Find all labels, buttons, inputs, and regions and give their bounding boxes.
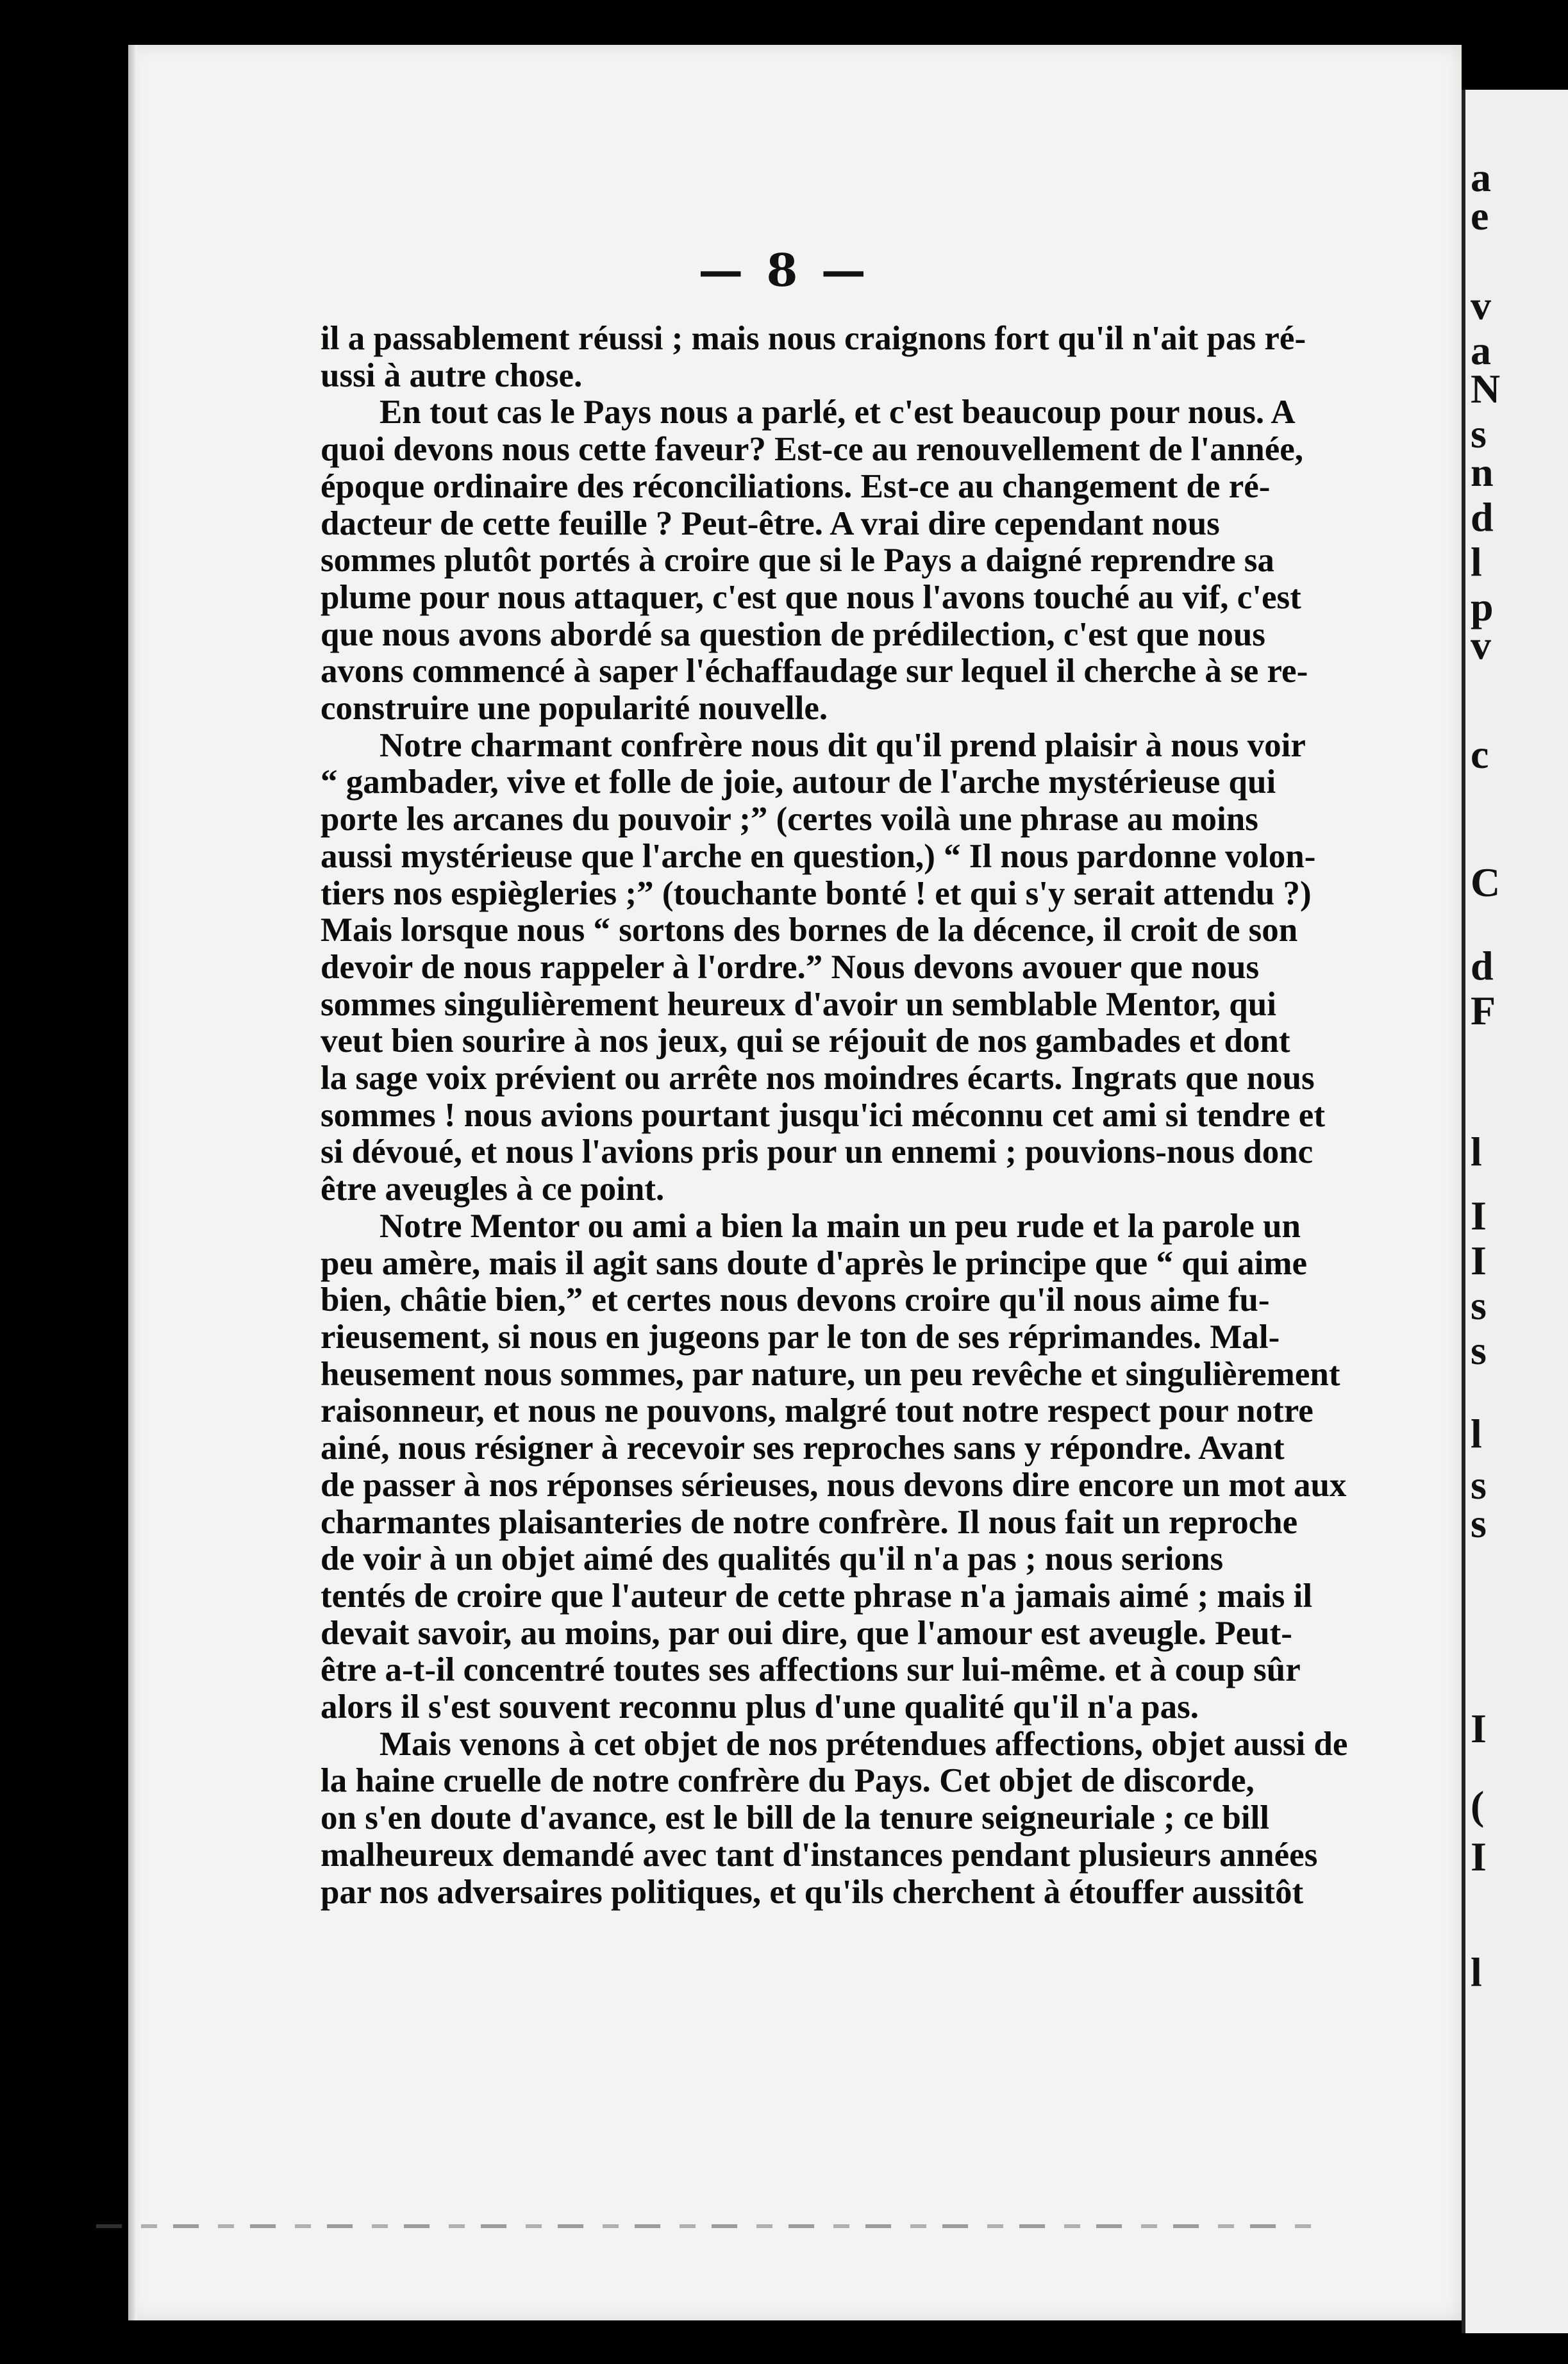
adjacent-fragment: ( [1471, 1783, 1485, 1828]
adjacent-fragment: d [1471, 943, 1494, 988]
text-line: bien, châtie bien,” et certes nous devons croire qu'il nous aime fu- [321, 1281, 1270, 1319]
adjacent-fragment: l [1471, 1949, 1482, 1995]
text-line: peu amère, mais il agit sans doute d'après le principe que “ qui aime [321, 1244, 1308, 1282]
text-line: charmantes plaisanteries de notre confrère. Il nous fait un reproche [321, 1503, 1298, 1541]
adjacent-fragment: e [1471, 193, 1489, 238]
text-line: par nos adversaires politiques, et qu'ils cherchent à étouffer aussitôt [321, 1873, 1304, 1911]
text-line: si dévoué, et nous l'avions pris pour un ennemi ; pouvions-nous donc [321, 1133, 1314, 1171]
text-line: veut bien sourire à nos jeux, qui se réjouit de nos gambades et dont [321, 1022, 1290, 1060]
adjacent-fragment: s [1471, 411, 1487, 456]
adjacent-fragment: v [1471, 283, 1491, 328]
adjacent-fragment: a [1471, 328, 1491, 373]
text-line: de voir à un objet aimé des qualités qu'il n'a pas ; nous serions [321, 1540, 1224, 1578]
adjacent-fragment: I [1471, 1834, 1487, 1879]
text-line: dacteur de cette feuille ? Peut-être. A vrai dire cependant nous [321, 504, 1220, 542]
text-line: rieusement, si nous en jugeons par le ton de ses réprimandes. Mal- [321, 1318, 1280, 1356]
text-line: être aveugles à ce point. [321, 1170, 665, 1208]
adjacent-fragment: p [1471, 584, 1494, 629]
text-line: sommes singulièrement heureux d'avoir un semblable Mentor, qui [321, 985, 1276, 1023]
text-line: heusement nous sommes, par nature, un peu revêche et singulièrement [321, 1355, 1340, 1393]
text-line: “ gambader, vive et folle de joie, autour de l'arche mystérieuse qui [321, 763, 1276, 801]
text-line: porte les arcanes du pouvoir ;” (certes voilà une phrase au moins [321, 801, 1258, 838]
text-line: Mais venons à cet objet de nos prétendues affections, objet aussi de [379, 1725, 1348, 1763]
adjacent-fragment: l [1471, 539, 1482, 585]
adjacent-fragment: c [1471, 731, 1489, 777]
text-line: construire une popularité nouvelle. [321, 690, 828, 728]
adjacent-fragment: s [1471, 1501, 1487, 1546]
page-number: — 8 — [698, 244, 870, 297]
text-line: sommes ! nous avions pourtant jusqu'ici méconnu cet ami si tendre et [321, 1096, 1325, 1134]
text-line: avons commencé à saper l'échaffaudage sur lequel il cherche à se re- [321, 653, 1308, 690]
adjacent-fragment: s [1471, 1462, 1487, 1508]
text-line: la haine cruelle de notre confrère du Pays. Cet objet de discorde, [321, 1762, 1255, 1800]
adjacent-fragment: I [1471, 1238, 1487, 1283]
text-line: quoi devons nous cette faveur? Est-ce au renouvellement de l'année, [321, 431, 1303, 469]
adjacent-fragment: s [1471, 1283, 1487, 1328]
text-line: il a passablement réussi ; mais nous craignons fort qu'il n'ait pas ré- [321, 320, 1306, 357]
adjacent-fragment: C [1471, 860, 1501, 905]
text-line: la sage voix prévient ou arrête nos moindres écarts. Ingrats que nous [321, 1060, 1315, 1097]
adjacent-fragment: a [1471, 154, 1491, 200]
body-text [321, 320, 1359, 1911]
text-line: on s'en doute d'avance, est le bill de la tenure seigneuriale ; ce bill [321, 1799, 1270, 1837]
adjacent-fragment: F [1471, 988, 1496, 1033]
text-line: de passer à nos réponses sérieuses, nous devons dire encore un mot aux [321, 1466, 1347, 1504]
adjacent-page-edge [1462, 90, 1568, 2333]
text-line: alors il s'est souvent reconnu plus d'une qualité qu'il n'a pas. [321, 1688, 1199, 1726]
text-line: sommes plutôt portés à croire que si le Pays a daigné reprendre sa [321, 542, 1274, 579]
adjacent-fragment: s [1471, 1328, 1487, 1373]
adjacent-fragment: v [1471, 622, 1491, 668]
adjacent-fragment: N [1471, 366, 1501, 412]
text-line: que nous avons abordé sa question de prédilection, c'est que nous [321, 615, 1265, 653]
adjacent-fragment: l [1471, 1129, 1482, 1174]
text-line: plume pour nous attaquer, c'est que nous l'avons touché au vif, c'est [321, 578, 1301, 616]
text-line: En tout cas le Pays nous a parlé, et c'est beaucoup pour nous. A [379, 394, 1296, 431]
adjacent-fragment: n [1471, 449, 1494, 495]
text-line: malheureux demandé avec tant d'instances pendant plusieurs années [321, 1836, 1318, 1874]
text-line: Mais lorsque nous “ sortons des bornes de la décence, il croit de son [321, 911, 1298, 949]
text-line: aussi mystérieuse que l'arche en question,) “ Il nous pardonne volon- [321, 837, 1316, 875]
adjacent-fragment: d [1471, 494, 1494, 540]
text-line: époque ordinaire des réconciliations. Est-ce au changement de ré- [321, 467, 1271, 505]
page-bottom-smudge [96, 2224, 1327, 2228]
text-line: Notre charmant confrère nous dit qu'il prend plaisir à nous voir [379, 726, 1306, 764]
adjacent-fragment: I [1471, 1706, 1487, 1751]
text-line: devoir de nous rappeler à l'ordre.” Nous devons avouer que nous [321, 948, 1260, 986]
page-binding-edge [128, 45, 137, 2320]
text-line: tiers nos espiègleries ;” (touchante bonté ! et qui s'y serait attendu ?) [321, 874, 1312, 912]
text-line: tentés de croire que l'auteur de cette phrase n'a jamais aimé ; mais il [321, 1577, 1313, 1615]
text-line: raisonneur, et nous ne pouvons, malgré tout notre respect pour notre [321, 1392, 1314, 1430]
text-line: Notre Mentor ou ami a bien la main un peu rude et la parole un [379, 1207, 1301, 1245]
text-line: être a-t-il concentré toutes ses affections sur lui-même. et à coup sûr [321, 1651, 1301, 1689]
text-line: ussi à autre chose. [321, 356, 583, 394]
text-line: ainé, nous résigner à recevoir ses reproches sans y répondre. Avant [321, 1429, 1285, 1467]
adjacent-fragment: I [1471, 1193, 1487, 1238]
adjacent-fragment: l [1471, 1411, 1482, 1456]
text-line: devait savoir, au moins, par oui dire, que l'amour est aveugle. Peut- [321, 1614, 1292, 1652]
